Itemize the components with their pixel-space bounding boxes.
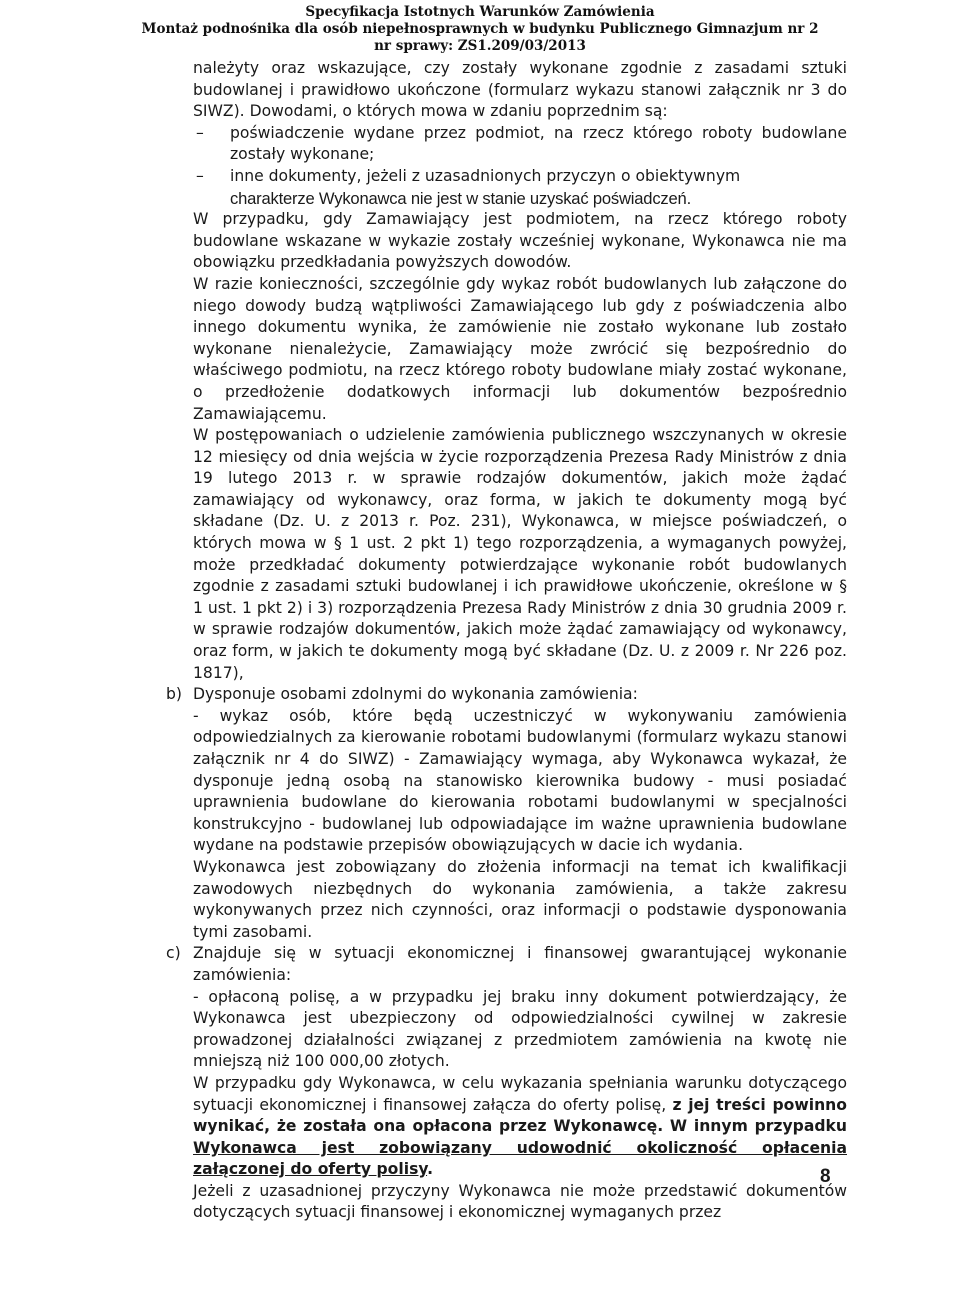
section-c xyxy=(166,943,847,986)
header-subtitle: Montaż podnośnika dla osób niepełnosprawnych w budynku Publicznego Gimnazjum nr 2 xyxy=(141,21,819,37)
list-item-text: charakterze Wykonawca nie jest w stanie uzyskać poświadczeń. xyxy=(230,188,691,208)
document-body xyxy=(166,58,847,1224)
dash-marker: – xyxy=(196,166,204,185)
section-b xyxy=(166,684,847,706)
paragraph: W postępowaniach o udzielenie zamówienia publicznego wszczynanych w okresie 12 miesięcy od dnia wejścia w życie rozporządzenia Prezesa Rady Ministrów z dnia 19 lutego 2013 r. w sprawie rodzajów dokumentów, jakich może żądać zamawiający od wykonawcy, oraz forma, w jakich te dokumenty mogą być składane (Dz. U. z 2013 r. Poz. 231), Wykonawca, w miejsce poświadczeń, o których mowa w § 1 ust. 2 pkt 1) tego rozporządzenia, a wymaganych powyżej, może przedkładać dokumenty potwierdzające wykonanie robót budowlanych zgodnie z zasadami sztuki budowlanej i ich prawidłowe ukończenie, określone w § 1 ust. 1 pkt 2) i 3) rozporządzenia Prezesa Rady Ministrów z dnia 30 grudnia 2009 r. w sprawie rodzajów dokumentów, jakich może żądać zamawiający od wykonawcy, oraz form, w jakich te dokumenty mogą być składane (Dz. U. z 2009 r. Nr 226 poz. 1817), xyxy=(193,426,847,682)
document-header xyxy=(0,4,960,55)
header-case-number: nr sprawy: ZS1.209/03/2013 xyxy=(374,38,586,54)
page-number: 8 xyxy=(820,1166,831,1187)
paragraph xyxy=(193,1073,847,1181)
paragraph: - wykaz osób, które będą uczestniczyć w wykonywaniu zamówienia odpowiedzialnych za kierowanie robotami budowlanymi (formularz wykazu stanowi załącznik nr 4 do SIWZ) - Zamawiający wymaga, aby Wykonawca wykazał, że dysponuje jedną osobą na stanowisko kierownika budowy - musi posiadać uprawnienia budowlane do kierowania robotami budowlanymi w specjalności konstrukcyjno - budowlanej lub odpowiadające im ważne uprawnienia budowlane wydane na podstawie przepisów obowiązujących w dacie ich wydania. xyxy=(193,706,847,855)
paragraph-text: W przypadku gdy Wykonawca, w celu wykazania spełniania warunku dotyczącego sytuacji ekonomicznej i finansowej załącza do oferty polisę, xyxy=(193,1073,847,1114)
bold-text: z jej treści powinno wynikać, że została ona opłacona przez Wykonawcę. W innym przypadku xyxy=(193,1095,847,1136)
dash-marker: – xyxy=(196,123,204,142)
item-label: c) xyxy=(166,944,181,963)
period: . xyxy=(427,1160,434,1179)
item-title: Dysponuje osobami zdolnymi do wykonania zamówienia: xyxy=(193,685,638,704)
paragraph: Wykonawca jest zobowiązany do złożenia informacji na temat ich kwalifikacji zawodowych niezbędnych do wykonania zamówienia, a także zakresu wykonywanych przez nich czynności, oraz informacji o podstawie dysponowania tymi zasobami. xyxy=(193,857,847,941)
list-item xyxy=(193,166,847,188)
paragraph: W przypadku, gdy Zamawiający jest podmiotem, na rzecz którego roboty budowlane wskazane w wykazie zostały wcześniej wykonane, Wykonawca nie ma obowiązku przedkładania powyższych dowodów. xyxy=(193,210,847,272)
paragraph: W razie konieczności, szczególnie gdy wykaz robót budowlanych lub załączone do niego dowody budzą wątpliwości Zamawiającego lub gdy z poświadczenia albo innego dokumentu wynika, że zamówienie nie zostało wykonane lub zostało wykonane nienależycie, Zamawiający może zwrócić się bezpośrednio do właściwego podmiotu, na rzecz którego roboty budowlane miały zostać wykonane, o przedłożenie dodatkowych informacji lub dokumentów bezpośrednio Zamawiającemu. xyxy=(193,274,847,423)
list-item xyxy=(193,123,847,166)
list-item-text: poświadczenie wydane przez podmiot, na rzecz którego roboty budowlane zostały wykonane; xyxy=(230,123,847,164)
paragraph: - opłaconą polisę, a w przypadku jej braku inny dokument potwierdzający, że Wykonawca jest ubezpieczony od odpowiedzialności cywilnej w zakresie prowadzonej działalności związanej z przedmiotem zamówienia na kwotę nie mniejszą niż 100 000,00 złotych. xyxy=(193,987,847,1071)
item-title: Znajduje się w sytuacji ekonomicznej i finansowej gwarantującej wykonanie zamówienia: xyxy=(193,944,847,984)
item-label: b) xyxy=(166,685,182,704)
paragraph: należyty oraz wskazujące, czy zostały wykonane zgodnie z zasadami sztuki budowlanej i prawidłowo ukończone (formularz wykazu stanowi załącznik nr 3 do SIWZ). Dowodami, o których mowa w zdaniu poprzednim są: xyxy=(193,59,847,121)
paragraph: Jeżeli z uzasadnionej przyczyny Wykonawca nie może przedstawić dokumentów dotyczących sytuacji finansowej i ekonomicznej wymaganych przez xyxy=(193,1181,847,1222)
underlined-bold-text: Wykonawca jest zobowiązany udowodnić okoliczność opłacenia załączonej do oferty polisy xyxy=(193,1138,847,1179)
list-item-text: inne dokumenty, jeżeli z uzasadnionych przyczyn o obiektywnym xyxy=(230,166,741,185)
list-item-continuation xyxy=(193,188,847,210)
header-title: Specyfikacja Istotnych Warunków Zamówienia xyxy=(305,4,655,20)
